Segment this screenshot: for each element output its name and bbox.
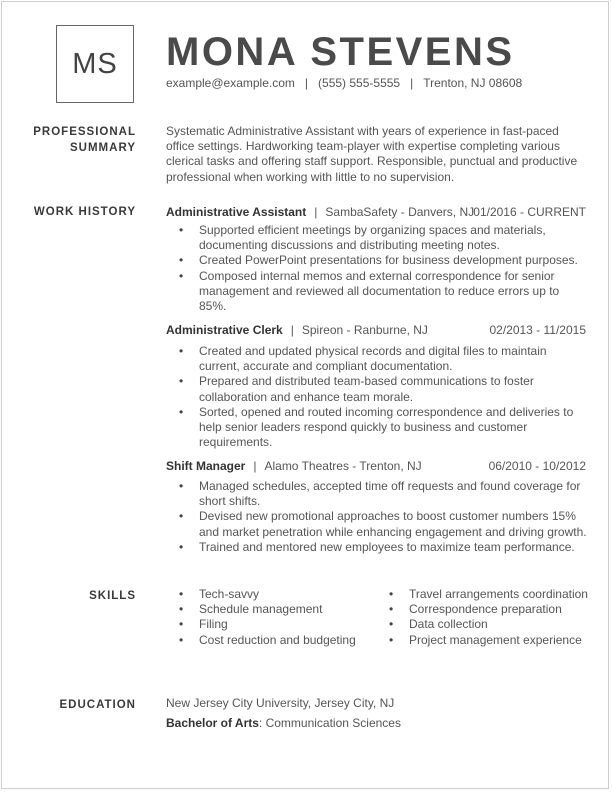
summary-heading-line: SUMMARY (70, 142, 136, 154)
job-bullets (199, 479, 589, 555)
job-separator: | (253, 459, 257, 473)
list-item: • Devised new promotional approaches to boost customer numbers 15% and market penetration while enhancing engagement and driving growth. (199, 509, 589, 539)
contact-location: Trenton, NJ 08608 (423, 76, 523, 90)
summary-heading-line: PROFESSIONAL (33, 126, 136, 138)
list-item: • Correspondence preparation (409, 602, 589, 617)
summary-heading (20, 124, 136, 156)
list-item: • Tech-savvy (199, 587, 379, 602)
list-item: • Created and updated physical records and digital files to maintain current, accurate and compliant documentation. (199, 344, 589, 374)
skills-heading: SKILLS (89, 590, 136, 602)
education-school: New Jersey City University, Jersey City, NJ (166, 696, 395, 710)
job-dates: 02/2013 - 11/2015 (489, 323, 586, 337)
job-separator: | (314, 205, 318, 219)
contact-email: example@example.com (166, 76, 295, 90)
contact-separator: | (410, 76, 414, 90)
education-degree (166, 716, 401, 730)
list-item: • Supported efficient meetings by organizing spaces and materials, documenting discussions and distributing meeting notes. (199, 223, 589, 253)
summary-text: Systematic Administrative Assistant with years of experience in fast-paced office settings. Hardworking team-player with expertise completing various clerical tasks and offering staff support. Responsible, punctual and productive professional when working with little to no supervision. (166, 124, 578, 184)
work-history-heading: WORK HISTORY (33, 206, 136, 218)
contact-separator: | (304, 76, 309, 90)
degree-field: : Communication Sciences (258, 716, 401, 730)
job-bullets (199, 223, 589, 314)
skills-list (409, 587, 589, 648)
list-item: • Prepared and distributed team-based communications to foster collaboration and enhance team morale. (199, 374, 589, 404)
job-title: Administrative Assistant (166, 205, 307, 219)
contact-phone: (555) 555-5555 (318, 76, 401, 90)
job-dates: 01/2016 - CURRENT (473, 205, 586, 219)
job-company: Alamo Theatres - Trenton, NJ (264, 459, 422, 473)
job-dates: 06/2010 - 10/2012 (488, 459, 586, 473)
job-bullets (199, 344, 589, 450)
list-item: • Project management experience (409, 633, 589, 648)
list-item: • Travel arrangements coordination (409, 587, 589, 602)
job-company: SambaSafety - Danvers, NJ (325, 205, 475, 219)
candidate-name: MONA STEVENS (166, 30, 515, 74)
list-item: • Composed internal memos and external correspondence for senior management and reviewed all documentation to reduce errors up to 85%. (199, 269, 589, 315)
job-title: Shift Manager (166, 459, 246, 473)
list-item: • Schedule management (199, 602, 379, 617)
job-title: Administrative Clerk (166, 323, 283, 337)
list-item: • Data collection (409, 617, 589, 632)
skills-list (199, 587, 379, 648)
job-header (166, 205, 586, 219)
contact-line (166, 76, 522, 90)
job-header (166, 323, 586, 337)
job-header (166, 459, 586, 473)
job-separator: | (290, 323, 294, 337)
list-item: • Trained and mentored new employees to maximize team performance. (199, 540, 589, 555)
job-company: Spireon - Ranburne, NJ (301, 323, 428, 337)
degree-label: Bachelor of Arts (166, 716, 259, 730)
list-item: • Sorted, opened and routed incoming correspondence and deliveries to help senior leaders respond quickly to business and customer requirements. (199, 405, 589, 451)
list-item: • Cost reduction and budgeting (199, 633, 379, 648)
monogram: MS (56, 25, 134, 103)
education-heading: EDUCATION (59, 699, 136, 711)
list-item: • Created PowerPoint presentations for business development purposes. (199, 253, 589, 268)
list-item: • Managed schedules, accepted time off requests and found coverage for short shifts. (199, 479, 589, 509)
list-item: • Filing (199, 617, 379, 632)
